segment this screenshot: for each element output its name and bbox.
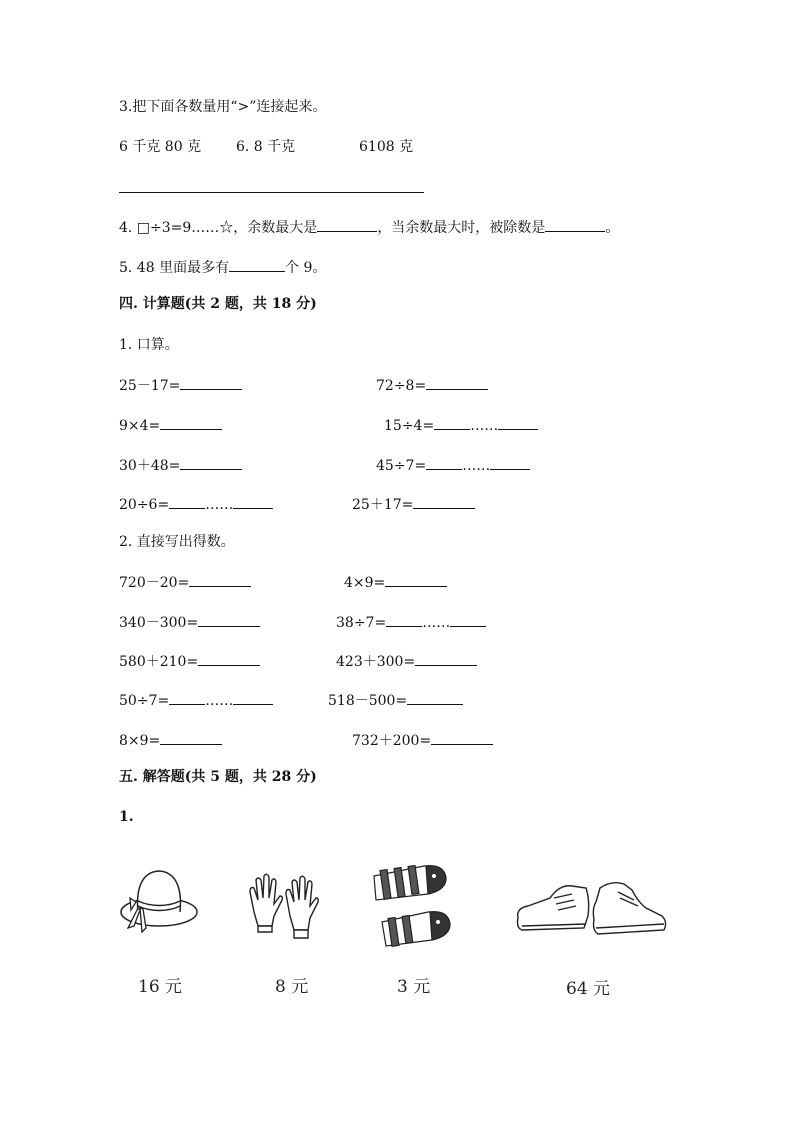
q5-part1: 5. 48 里面最多有	[119, 260, 230, 276]
calc2-left-0	[119, 572, 251, 592]
calc1-right-1	[384, 415, 538, 435]
answer-blank[interactable]	[160, 730, 222, 745]
expression: 4×9=	[344, 575, 386, 591]
expression: 732＋200=	[352, 733, 432, 749]
answer-blank[interactable]	[169, 690, 205, 705]
expression: 15÷4=	[384, 418, 435, 434]
expression: 50÷7=	[119, 693, 170, 709]
calc2-right-3	[328, 690, 463, 710]
expression: 9×4=	[119, 418, 161, 434]
calc2-left-3	[119, 690, 273, 710]
calc1-right-3	[352, 494, 475, 514]
expression: 580＋210=	[119, 654, 199, 670]
answer-blank[interactable]	[450, 612, 486, 627]
price-label: 3 元	[397, 977, 431, 997]
calc2-left-2	[119, 651, 260, 671]
answer-blank[interactable]	[229, 257, 285, 272]
calc2-left-4	[119, 730, 222, 750]
answer-blank[interactable]	[415, 651, 477, 666]
section5-q1-label: 1.	[119, 809, 134, 825]
q5-part2: 个 9。	[285, 260, 327, 276]
section5-heading: 五. 解答题(共 5 题，共 28 分)	[119, 769, 317, 785]
remainder-dots: ……	[462, 458, 491, 474]
answer-blank[interactable]	[413, 494, 475, 509]
calc2-right-4	[352, 730, 493, 750]
answer-blank[interactable]	[426, 455, 462, 470]
price-label: 8 元	[275, 977, 309, 997]
hat-icon	[118, 862, 200, 944]
calc1-right-2	[376, 455, 530, 475]
calc1-left-2	[119, 455, 242, 475]
q3-item: 6 千克 80 克	[119, 139, 202, 155]
price-label: 64 元	[566, 979, 611, 999]
q3-prompt: 3.把下面各数量用“>”连接起来。	[119, 99, 327, 115]
calc1-title: 1. 口算。	[119, 337, 179, 353]
answer-blank[interactable]	[233, 494, 273, 509]
answer-blank[interactable]	[490, 455, 530, 470]
answer-blank[interactable]	[434, 415, 470, 430]
expression: 38÷7=	[336, 615, 387, 631]
expression: 45÷7=	[376, 458, 427, 474]
price-label: 16 元	[138, 977, 183, 997]
calc1-right-0	[376, 375, 488, 395]
q3-answer-line[interactable]	[119, 192, 424, 193]
remainder-dots: ……	[205, 693, 234, 709]
remainder-dots: ……	[205, 497, 234, 513]
calc1-left-3	[119, 494, 273, 514]
answer-blank[interactable]	[198, 612, 260, 627]
q4-text	[119, 217, 619, 237]
answer-blank[interactable]	[169, 494, 205, 509]
answer-blank[interactable]	[386, 612, 422, 627]
calc2-right-0	[344, 572, 447, 592]
expression: 340－300=	[119, 615, 199, 631]
q5-text	[119, 257, 326, 277]
answer-blank[interactable]	[426, 375, 488, 390]
answer-blank[interactable]	[180, 455, 242, 470]
expression: 30＋48=	[119, 458, 181, 474]
expression: 25－17=	[119, 378, 181, 394]
remainder-dots: ……	[422, 615, 451, 631]
answer-blank[interactable]	[317, 217, 377, 232]
answer-blank[interactable]	[233, 690, 273, 705]
answer-blank[interactable]	[385, 572, 447, 587]
section4-heading: 四. 计算题(共 2 题，共 18 分)	[119, 296, 317, 312]
answer-blank[interactable]	[189, 572, 251, 587]
q3-item: 6. 8 千克	[236, 139, 296, 155]
answer-blank[interactable]	[498, 415, 538, 430]
answer-blank[interactable]	[160, 415, 222, 430]
calc2-right-2	[336, 651, 477, 671]
q4-part2: ，当余数最大时，被除数是	[377, 220, 546, 236]
answer-blank[interactable]	[545, 217, 605, 232]
q4-part3: 。	[605, 220, 620, 236]
calc2-right-1	[336, 612, 486, 632]
expression: 720－20=	[119, 575, 190, 591]
calc1-left-0	[119, 375, 242, 395]
answer-blank[interactable]	[180, 375, 242, 390]
calc2-left-1	[119, 612, 260, 632]
answer-blank[interactable]	[431, 730, 493, 745]
answer-blank[interactable]	[198, 651, 260, 666]
shoes-icon	[514, 878, 668, 944]
expression: 25＋17=	[352, 497, 414, 513]
expression: 20÷6=	[119, 497, 170, 513]
calc2-title: 2. 直接写出得数。	[119, 534, 235, 550]
gloves-icon	[246, 872, 326, 942]
q3-item: 6108 克	[359, 139, 414, 155]
answer-blank[interactable]	[407, 690, 463, 705]
calc1-left-1	[119, 415, 222, 435]
q4-part1: 4. □÷3=9……☆，余数最大是	[119, 220, 318, 236]
socks-icon	[368, 860, 458, 952]
expression: 423＋300=	[336, 654, 416, 670]
remainder-dots: ……	[470, 418, 499, 434]
expression: 8×9=	[119, 733, 161, 749]
expression: 72÷8=	[376, 378, 427, 394]
expression: 518－500=	[328, 693, 408, 709]
